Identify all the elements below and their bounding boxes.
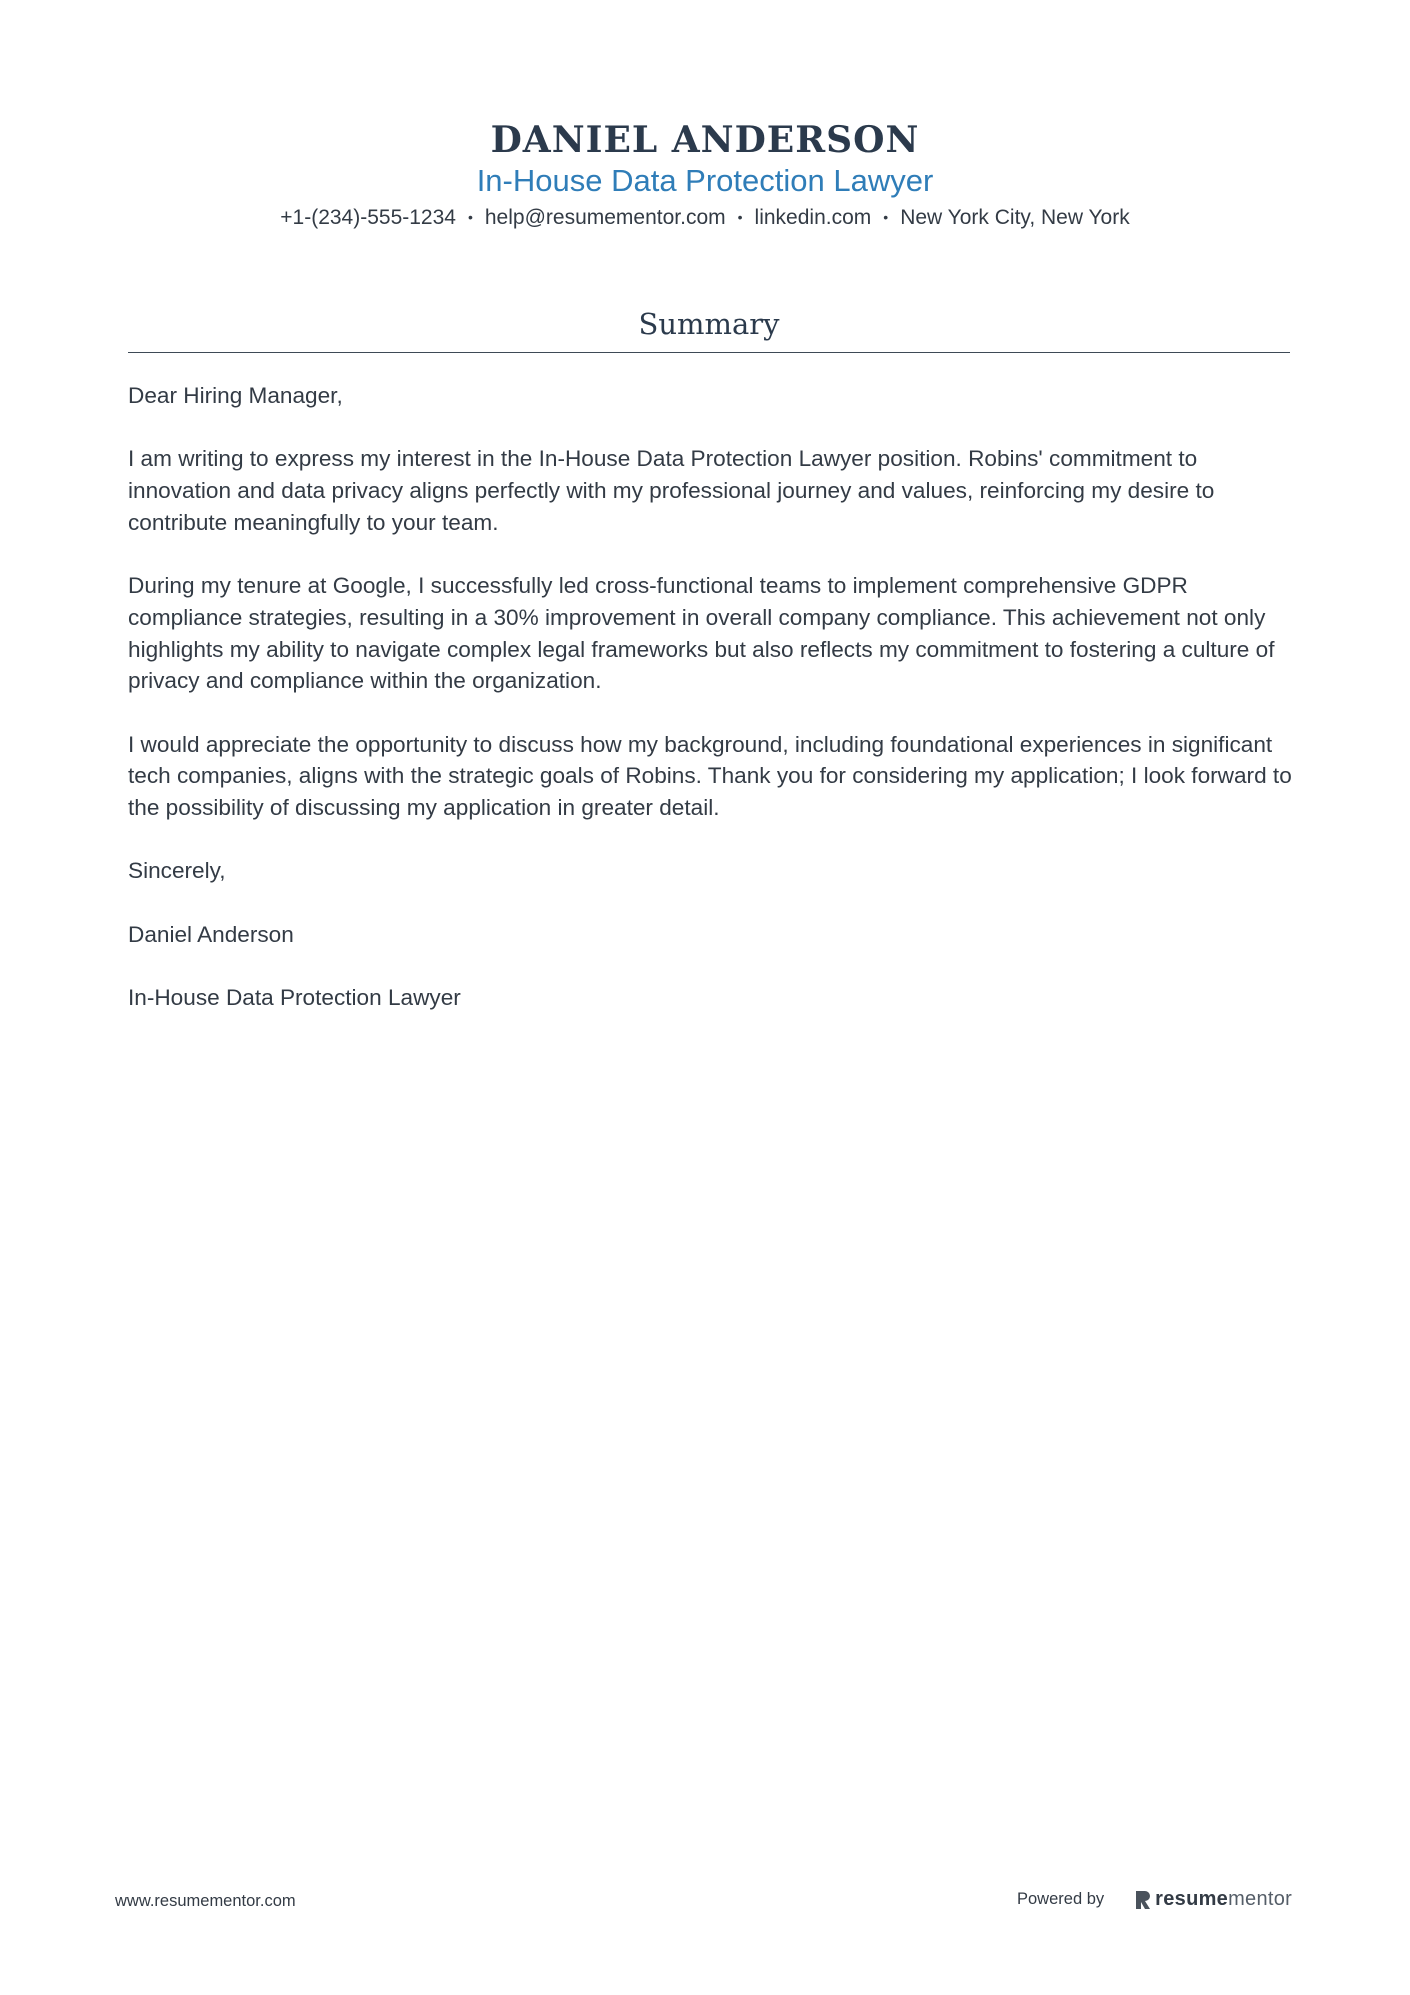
letter-paragraph: I am writing to express my interest in the In-House Data Protection Lawyer position. Robins' commitment to innovation and data privacy aligns perfectly with my professional journey and values, reinforcing my desire to contribute meaningfully to your team. xyxy=(128,446,1215,535)
contact-line xyxy=(0,202,1410,233)
contact-location: New York City, New York xyxy=(900,206,1130,229)
section-divider xyxy=(128,352,1290,353)
powered-by-label: Powered by xyxy=(1017,1890,1105,1908)
resumementor-logo[interactable] xyxy=(1134,1888,1292,1911)
footer-website[interactable]: www.resumementor.com xyxy=(115,1892,296,1910)
letter-paragraph: During my tenure at Google, I successfully led cross-functional teams to implement comprehensive GDPR compliance strategies, resulting in a 30% improvement in overall company compliance. This achievement not only highlights my ability to navigate complex legal frameworks but also reflects my commitment to fostering a culture of privacy and compliance within the organization. xyxy=(128,573,1275,694)
candidate-title: In-House Data Protection Lawyer xyxy=(476,163,934,198)
logo-text-resume: resume xyxy=(1155,1888,1229,1910)
section-title-summary: Summary xyxy=(638,307,780,341)
letter-body xyxy=(128,380,1293,1046)
letter-closing: Sincerely, xyxy=(128,858,226,884)
letter-paragraph: I would appreciate the opportunity to discuss how my background, including foundational experiences in significant tech companies, aligns with the strategic goals of Robins. Thank you for considering my application; I look forward to the possibility of discussing my application in greater detail. xyxy=(128,731,1292,821)
contact-separator: • xyxy=(737,209,743,225)
resumementor-logo-icon xyxy=(1134,1889,1152,1911)
contact-phone: +1-(234)-555-1234 xyxy=(280,206,456,229)
candidate-name: DANIEL ANDERSON xyxy=(490,119,920,161)
letter-greeting: Dear Hiring Manager, xyxy=(128,383,343,408)
contact-website[interactable]: linkedin.com xyxy=(754,206,872,229)
signature-title: In-House Data Protection Lawyer xyxy=(128,985,461,1011)
footer-branding xyxy=(1017,1888,1292,1911)
contact-email[interactable]: help@resumementor.com xyxy=(484,206,726,229)
contact-separator: • xyxy=(883,209,889,225)
signature-name: Daniel Anderson xyxy=(128,921,294,947)
header xyxy=(0,118,1410,233)
contact-separator: • xyxy=(467,209,473,225)
logo-text-mentor: mentor xyxy=(1228,1888,1293,1910)
